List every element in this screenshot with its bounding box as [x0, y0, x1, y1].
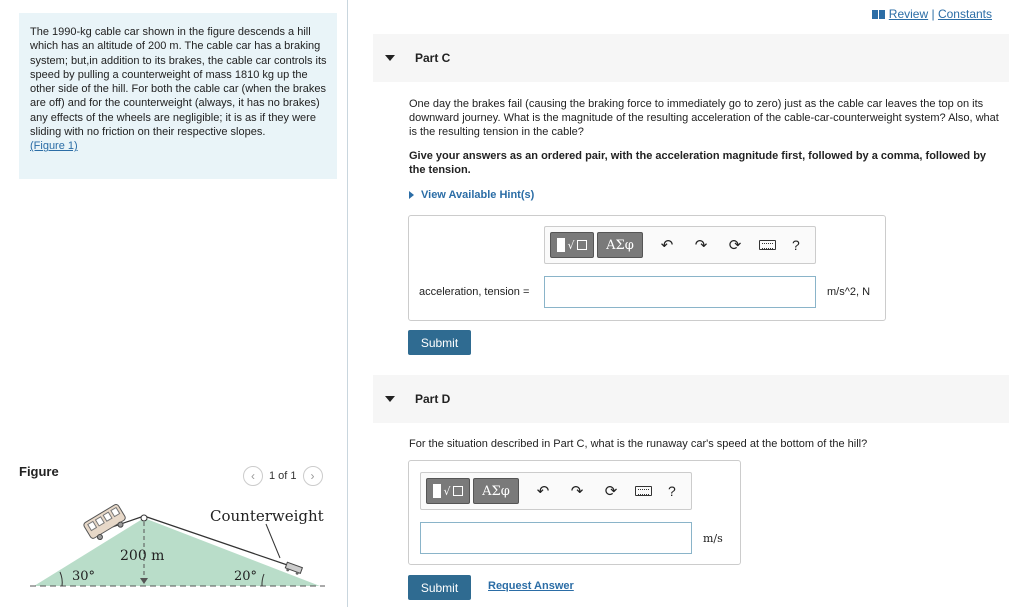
part-c-math-toolbar	[544, 226, 816, 264]
review-link[interactable]: Review	[888, 7, 929, 21]
template-box-icon	[577, 240, 587, 250]
redo-icon[interactable]: ↷	[570, 483, 584, 500]
greek-symbols-button[interactable]: ΑΣφ	[597, 232, 643, 258]
link-separator: |	[931, 7, 935, 21]
altitude-label: 200 m	[120, 548, 165, 564]
review-constants	[872, 7, 992, 21]
undo-icon[interactable]: ↶	[536, 483, 550, 500]
figure-link[interactable]: (Figure 1)	[30, 140, 78, 153]
book-icon	[872, 10, 885, 19]
template-box-icon	[453, 486, 463, 496]
part-c-unit: m/s^2, N	[827, 286, 871, 298]
part-d-answer-box	[408, 460, 741, 565]
next-figure-button[interactable]: ›	[303, 466, 323, 486]
part-d-title: Part D	[415, 392, 451, 406]
undo-icon[interactable]: ↶	[660, 237, 674, 254]
part-c-title: Part C	[415, 51, 451, 65]
constants-link[interactable]: Constants	[937, 7, 992, 21]
part-d-answer-input[interactable]	[421, 523, 691, 553]
pulley	[141, 515, 147, 521]
template-block-icon	[557, 238, 565, 252]
keyboard-icon[interactable]	[635, 486, 652, 496]
part-d-unit: m/s	[703, 532, 723, 545]
part-c-answer-input[interactable]	[545, 277, 815, 307]
template-block-icon	[433, 484, 441, 498]
left-panel	[0, 0, 348, 607]
view-hints-button[interactable]	[409, 189, 534, 201]
prev-figure-button[interactable]: ‹	[243, 466, 263, 486]
part-c-question: One day the brakes fail (causing the braking force to immediately go to zero) just as the cable car leaves the top on its downward journey. What is the magnitude of the resulting acceleration of the cable-car-counterweight system? Also, what is the resulting tension in the cable?	[409, 98, 999, 138]
part-c-header[interactable]	[373, 34, 1009, 82]
request-answer-link[interactable]: Request Answer	[488, 580, 574, 592]
reset-icon[interactable]: ⟳	[604, 483, 618, 500]
problem-statement	[19, 13, 337, 179]
cable-car-figure	[30, 500, 330, 590]
collapse-triangle-icon	[385, 55, 395, 61]
keyboard-icon[interactable]	[759, 240, 776, 250]
sqrt-icon: √	[567, 238, 575, 252]
angle-left-label: 30°	[72, 569, 96, 584]
help-icon[interactable]: ?	[668, 483, 676, 499]
templates-button[interactable]	[426, 478, 470, 504]
redo-icon[interactable]: ↷	[694, 237, 708, 254]
problem-text: The 1990-kg cable car shown in the figure descends a hill which has an altitude of 200 m. The cable car has a braking system; but,in addition to its brakes, the cable car controls its speed by pulling a counterweight of mass 1810 kg up the other side of the hill. For both the cable car (when the brakes are off) and for the counterweight (always, it has no brakes) any effects of the wheels are negligible; it is as if they were sliding with no friction on their respective slopes.	[30, 26, 327, 139]
pager-text: 1 of 1	[269, 470, 297, 482]
part-c-answer-field[interactable]	[544, 276, 816, 308]
help-icon[interactable]: ?	[792, 237, 800, 253]
figure-pager	[243, 465, 323, 487]
collapse-triangle-icon	[385, 396, 395, 402]
greek-symbols-button[interactable]: ΑΣφ	[473, 478, 519, 504]
part-d-submit-button[interactable]: Submit	[408, 575, 471, 600]
part-d-math-toolbar	[420, 472, 692, 510]
part-c-submit-button[interactable]: Submit	[408, 330, 471, 355]
counterweight-label: Counterweight	[210, 507, 324, 525]
part-c-instruction: Give your answers as an ordered pair, with the acceleration magnitude first, followed by a comma, followed by the tension.	[409, 150, 987, 176]
expand-triangle-icon	[409, 191, 414, 199]
part-d-answer-field[interactable]	[420, 522, 692, 554]
reset-icon[interactable]: ⟳	[728, 237, 742, 254]
part-c-input-label: acceleration, tension =	[419, 286, 530, 298]
hint-label: View Available Hint(s)	[421, 189, 535, 201]
part-d-header[interactable]	[373, 375, 1009, 423]
templates-button[interactable]	[550, 232, 594, 258]
counterweight-pointer	[266, 524, 280, 558]
part-d-question: For the situation described in Part C, what is the runaway car's speed at the bottom of the hill?	[409, 438, 868, 450]
part-c-answer-box	[408, 215, 886, 321]
figure-label: Figure	[19, 464, 59, 479]
sqrt-icon: √	[443, 484, 451, 498]
angle-right-label: 20°	[234, 569, 258, 584]
